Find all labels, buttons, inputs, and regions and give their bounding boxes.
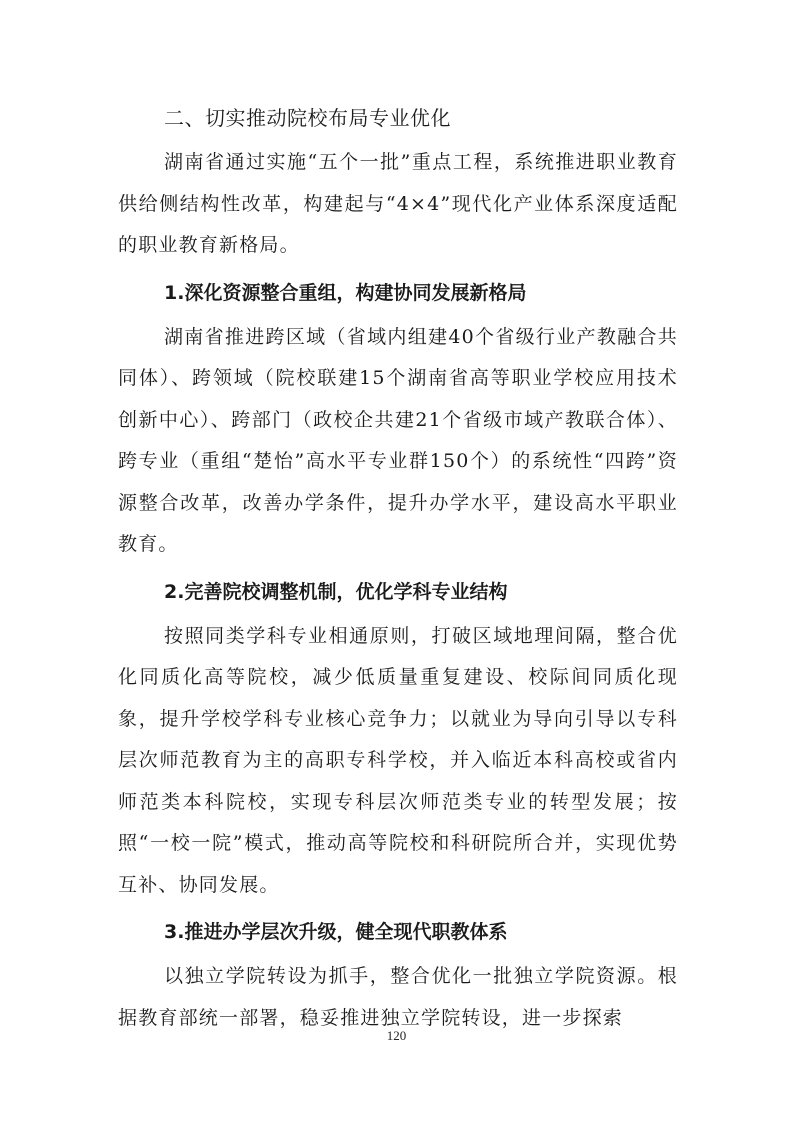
subsection-heading-2: 2.完善院校调整机制，优化学科专业结构 <box>164 580 508 603</box>
subsection-heading-3: 3.推进办学层次升级，健全现代职教体系 <box>164 921 508 943</box>
section-heading: 二、切实推动院校布局专业优化 <box>164 106 451 130</box>
page-number: 120 <box>386 1028 407 1043</box>
subsection-paragraph-2: 按照同类学科专业相通原则，打破区域地理间隔，整合优化同质化高等院校，减少低质量重复建设、校际间同质化现象，提升学校学科专业核心竞争力；以就业为导向引导以专科层次师范教育为主的高职专科学校，并入临近本科高校或省内师范类本科院校，实现专科层次师范类专业的转型发展；按照“一校一院”模式，推动高等院校和科研院所合并，实现优势互补、协同发展。 <box>118 624 678 896</box>
document-body <box>118 96 678 1039</box>
section-intro-paragraph: 湖南省通过实施“五个一批”重点工程，系统推进职业教育供给侧结构性改革，构建起与“4×4”现代化产业体系深度适配的职业教育新格局。 <box>118 151 678 256</box>
subsection-paragraph-1: 湖南省推进跨区域（省域内组建40个省级行业产教融合共同体）、跨领域（院校联建15个湖南省高等职业学校应用技术创新中心）、跨部门（政校企共建21个省级市域产教联合体）、跨专业（重组“楚怡”高水平专业群150个）的系统性“四跨”资源整合改革，改善办学条件，提升办学水平，建设高水平职业教育。 <box>118 325 678 555</box>
subsection-heading-1: 1.深化资源整合重组，构建协同发展新格局 <box>164 281 527 304</box>
subsection-paragraph-3: 以独立学院转设为抓手，整合优化一批独立学院资源。根据教育部统一部署，稳妥推进独立学院转设，进一步探索 <box>118 965 678 1029</box>
